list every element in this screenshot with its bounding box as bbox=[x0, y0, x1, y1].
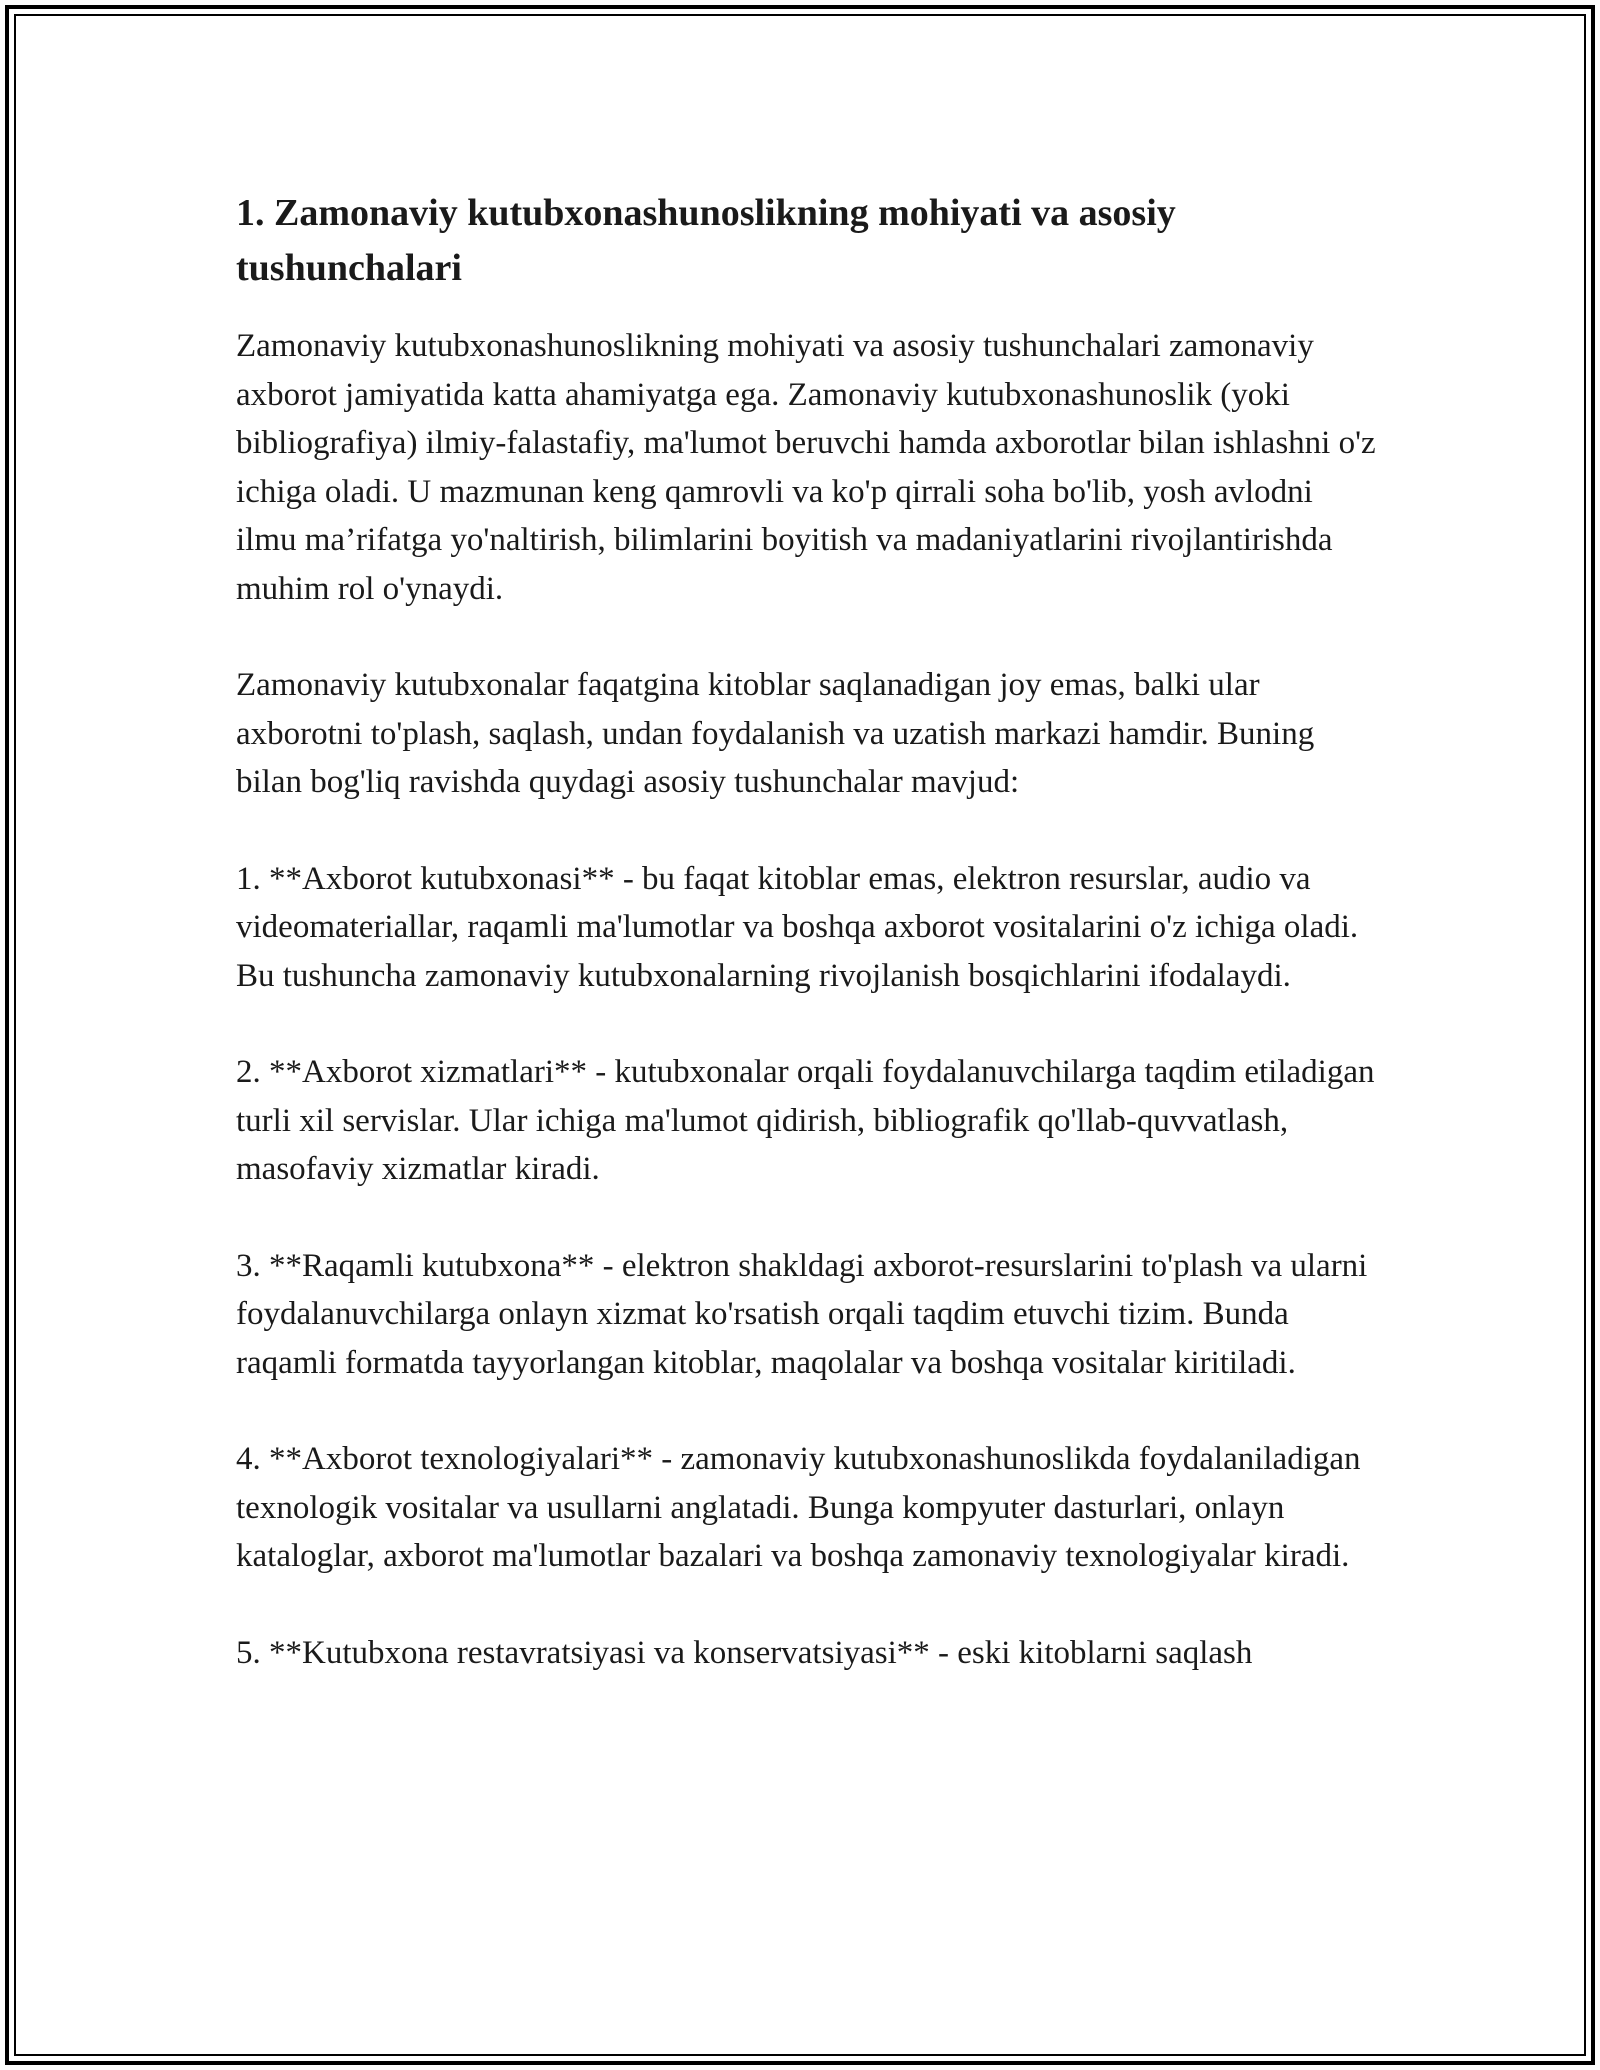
section-heading: 1. Zamonaviy kutubxonashunoslikning mohiyati va asosiy tushunchalari bbox=[236, 192, 1176, 289]
paragraph-concepts-lead: Zamonaviy kutubxonalar faqatgina kitoblar saqlanadigan joy emas, balki ular axborotni to'plash, saqlash, undan foydalanish va uzatish markazi hamdir. Buning bilan bog'liq ravishda quydagi asosiy tushunchalar mavjud: bbox=[236, 667, 1315, 800]
paragraph-intro: Zamonaviy kutubxonashunoslikning mohiyati va asosiy tushunchalari zamonaviy axborot jamiyatida katta ahamiyatga ega. Zamonaviy kutubxonashunoslik (yoki bibliografiya) ilmiy-falastafiy, ma'lumot beruvchi hamda axborotlar bilan ishlashni o'z ichiga oladi. U mazmunan keng qamrovli va ko'p qirrali soha bo'lib, yosh avlodni ilmu ma’rifatga yo'naltirish, bilimlarini boyitish va madaniyatlarini rivojlantirishda muhim rol o'ynaydi. bbox=[236, 328, 1376, 607]
list-item-raqamli-kutubxona: 3. **Raqamli kutubxona** - elektron shakldagi axborot-resurslarini to'plash va ularni foydalanuvchilarga onlayn xizmat ko'rsatish orqali taqdim etuvchi tizim. Bunda raqamli formatda tayyorlangan kitoblar, maqolalar va boshqa vositalar kiritiladi. bbox=[236, 1247, 1368, 1381]
list-item-axborot-xizmatlari: 2. **Axborot xizmatlari** - kutubxonalar orqali foydalanuvchilarga taqdim etiladigan turli xil servislar. Ular ichiga ma'lumot qidirish, bibliografik qo'llab-quvvatlash, masofaviy xizmatlar kiradi. bbox=[236, 1054, 1375, 1187]
list-item-axborot-texnologiyalari: 4. **Axborot texnologiyalari** - zamonaviy kutubxonashunoslikda foydalaniladigan texnologik vositalar va usullarni anglatadi. Bunga kompyuter dasturlari, onlayn kataloglar, axborot ma'lumotlar bazalari va boshqa zamonaviy texnologiyalar kiradi. bbox=[236, 1441, 1361, 1574]
document-body bbox=[236, 186, 1376, 1677]
list-item-axborot-kutubxonasi: 1. **Axborot kutubxonasi** - bu faqat kitoblar emas, elektron resurslar, audio va videomateriallar, raqamli ma'lumotlar va boshqa axborot vositalarini o'z ichiga oladi. Bu tushuncha zamonaviy kutubxonalarning rivojlanish bosqichlarini ifodalaydi. bbox=[236, 860, 1359, 994]
list-item-restavratsiya: 5. **Kutubxona restavratsiyasi va konservatsiyasi** - eski kitoblarni saqlash bbox=[236, 1634, 1253, 1671]
